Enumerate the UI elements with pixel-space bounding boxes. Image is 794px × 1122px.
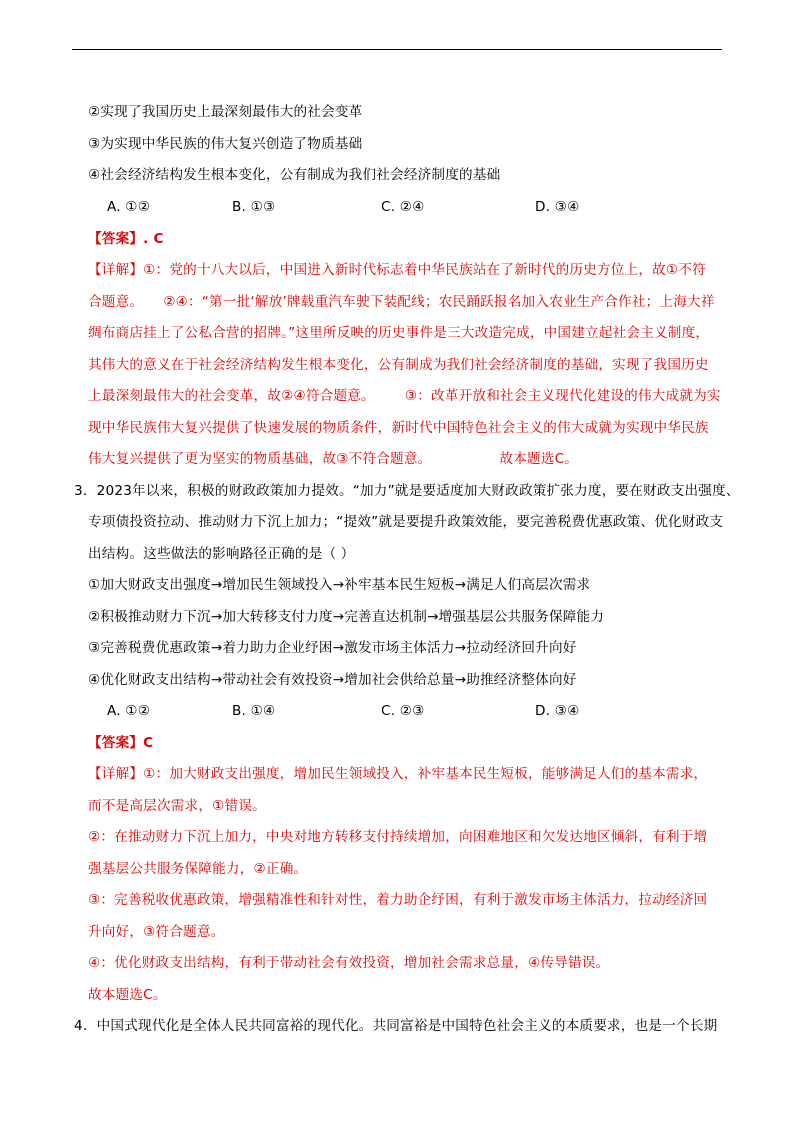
q3-explanation-line: ③：完善税收优惠政策，增强精准性和针对性，着力助企纾困，有利于激发市场主体活力，拉动经济回 — [88, 892, 708, 908]
q3-explanation-line: 强基层公共服务保障能力，②正确。 — [88, 861, 308, 877]
q2-explanation-line: 现中华民族伟大复兴提供了快速发展的物质条件，新时代中国特色社会主义的伟大成就为实现中华民族 — [88, 420, 709, 436]
q3-choices — [107, 701, 607, 721]
q2-explanation-line: 上最深刻最伟大的社会变革，故②④符合题意。 ③：改革开放和社会主义现代化建设的伟大成就为实 — [88, 388, 721, 404]
q3-explanation-line: 而不是高层次需求，①错误。 — [88, 798, 266, 814]
q2-answer: 【答案】. C — [88, 231, 164, 247]
q2-option-2: ②实现了我国历史上最深刻最伟大的社会变革 — [88, 104, 363, 120]
q3-stem-line: 3．2023年以来，积极的财政政策加力提效。“加力”就是要适度加大财政政策扩张力度，要在财政支出强度、 — [74, 483, 740, 499]
q2-explanation-line: 伟大复兴提供了更为坚实的物质基础，故③不符合题意。 故本题选C。 — [88, 451, 579, 467]
q3-stem-line: 出结构。这些做法的影响路径正确的是（ ） — [88, 546, 355, 562]
q2-explanation-line: 合题意。 ②④：“第一批‘解放’牌载重汽车驶下装配线；农民踊跃报名加入农业生产合作社；上海大祥 — [88, 294, 715, 310]
q3-explanation-line: 故本题选C。 — [88, 987, 167, 1003]
header-rule — [72, 49, 722, 50]
q2-explanation-line: 【详解】①：党的十八大以后，中国进入新时代标志着中华民族站在了新时代的历史方位上，故①不符 — [88, 262, 706, 278]
q3-choice-d: D. ③④ — [535, 703, 580, 719]
q2-choice-b: B. ①③ — [232, 199, 276, 215]
q2-choice-c: C. ②④ — [381, 199, 425, 215]
q3-answer: 【答案】C — [88, 735, 154, 751]
q2-option-3: ③为实现中华民族的伟大复兴创造了物质基础 — [88, 136, 363, 152]
q3-explanation-line: ②：在推动财力下沉上加力，中央对地方转移支付持续增加，向困难地区和欠发达地区倾斜，有利于增 — [88, 829, 708, 845]
q2-explanation-line: 绸布商店挂上了公私合营的招牌。”这里所反映的历史事件是三大改造完成，中国建立起社会主义制度， — [88, 325, 710, 341]
q3-option-3: ③完善税费优惠政策→着力助力企业纾困→激发市场主体活力→拉动经济回升向好 — [88, 640, 577, 656]
q3-choice-a: A. ①② — [107, 703, 151, 719]
q2-choice-a: A. ①② — [107, 199, 151, 215]
q3-explanation-line: 【详解】①：加大财政支出强度，增加民生领域投入，补牢基本民生短板，能够满足人们的基本需求， — [88, 766, 708, 782]
q3-explanation-line: 升向好，③符合题意。 — [88, 924, 225, 940]
q3-choice-c: C. ②③ — [381, 703, 425, 719]
q3-choice-b: B. ①④ — [232, 703, 276, 719]
q3-option-2: ②积极推动财力下沉→加大转移支付力度→完善直达机制→增强基层公共服务保障能力 — [88, 609, 605, 625]
q2-choice-d: D. ③④ — [535, 199, 580, 215]
q2-option-4: ④社会经济结构发生根本变化，公有制成为我们社会经济制度的基础 — [88, 167, 501, 183]
q3-explanation-line: ④：优化财政支出结构，有利于带动社会有效投资，增加社会需求总量，④传导错误。 — [88, 955, 610, 971]
q3-stem-line: 专项债投资拉动、推动财力下沉上加力；“提效”就是要提升政策效能，要完善税费优惠政策、优化财政支 — [88, 514, 724, 530]
q3-option-4: ④优化财政支出结构→带动社会有效投资→增加社会供给总量→助推经济整体向好 — [88, 672, 577, 688]
q2-choices — [107, 197, 607, 217]
q3-option-1: ①加大财政支出强度→增加民生领域投入→补牢基本民生短板→满足人们高层次需求 — [88, 577, 591, 593]
q2-explanation-line: 其伟大的意义在于社会经济结构发生根本变化，公有制成为我们社会经济制度的基础，实现了我国历史 — [88, 357, 709, 373]
q4-stem-line: 4．中国式现代化是全体人民共同富裕的现代化。共同富裕是中国特色社会主义的本质要求，也是一个长期 — [74, 1018, 718, 1034]
